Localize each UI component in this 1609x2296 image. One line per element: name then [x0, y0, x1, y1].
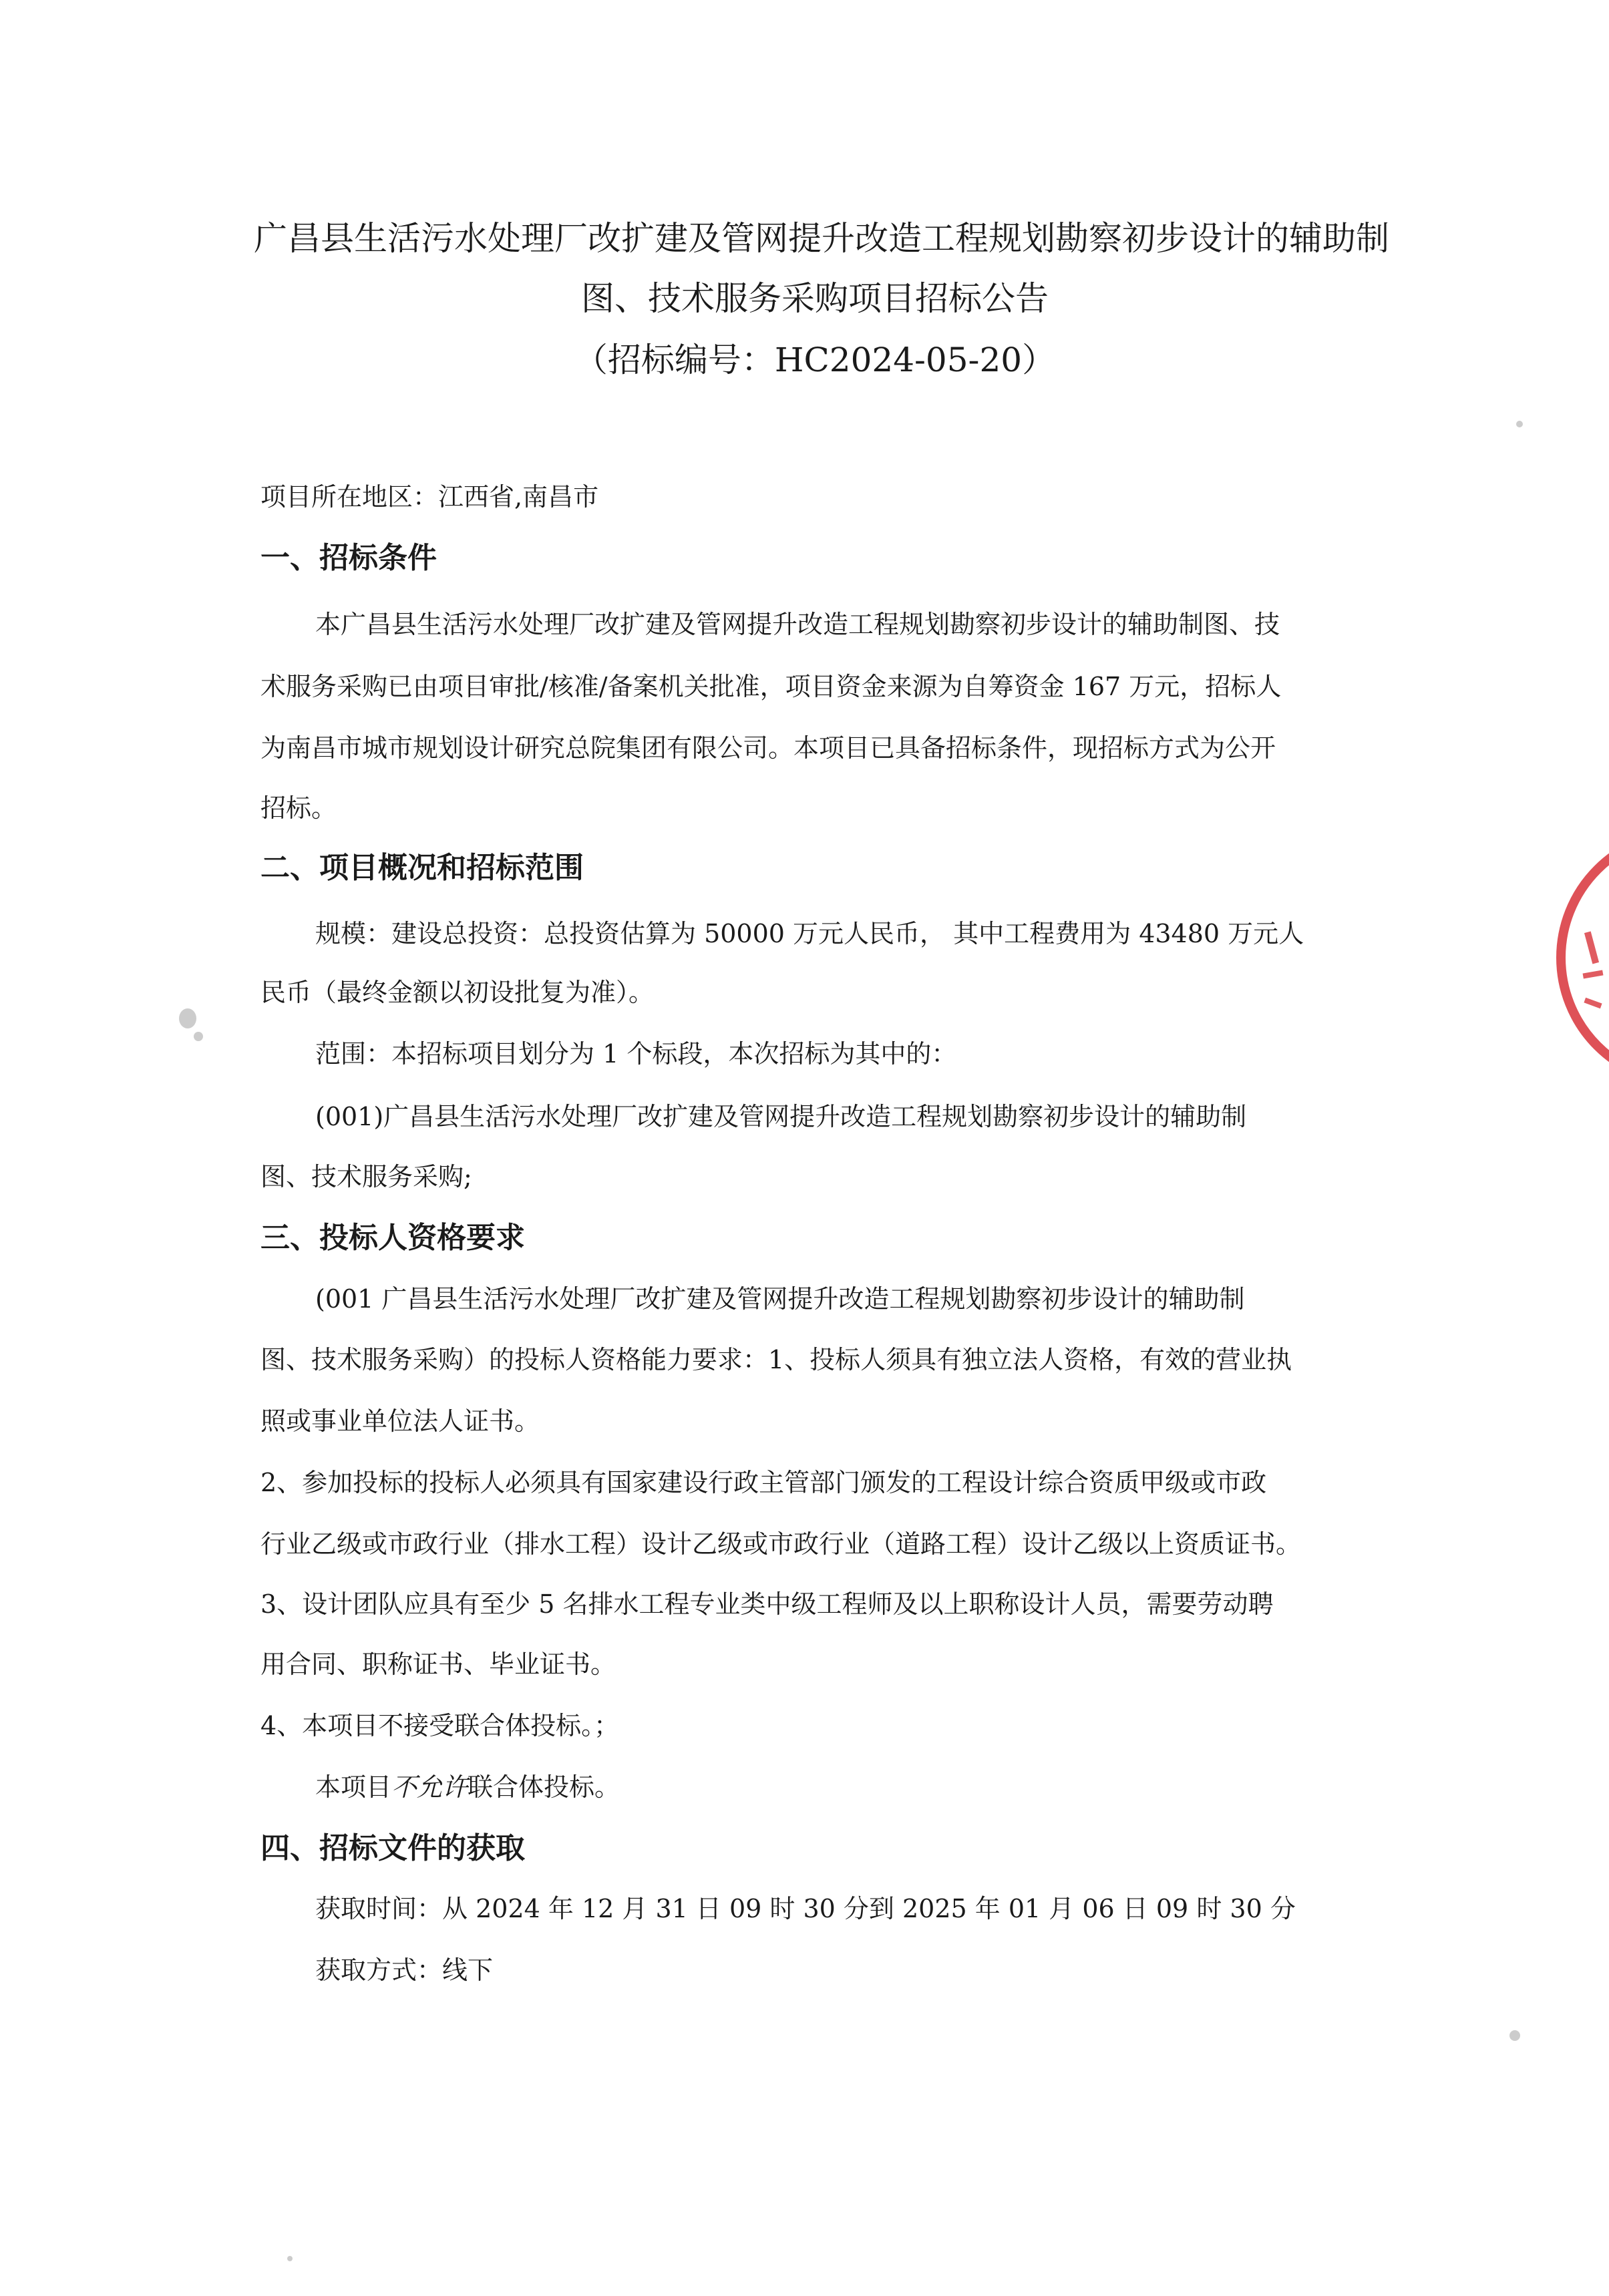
section-3-line-6: 3、设计团队应具有至少 5 名排水工程专业类中级工程师及以上职称设计人员，需要劳动聘 — [260, 1589, 1274, 1619]
section-3-line-5: 行业乙级或市政行业（排水工程）设计乙级或市政行业（道路工程）设计乙级以上资质证书。 — [260, 1529, 1302, 1559]
section-4-line-1: 获取时间：从 2024 年 12 月 31 日 09 时 30 分到 2025 年 01 月 06 日 09 时 30 分 — [315, 1894, 1296, 1923]
section-2-line-4: (001)广昌县生活污水处理厂改扩建及管网提升改造工程规划勘察初步设计的辅助制 — [315, 1102, 1247, 1131]
section-2-line-2: 民币（最终金额以初设批复为准）。 — [260, 978, 655, 1007]
section-2-line-5: 图、技术服务采购; — [260, 1162, 472, 1191]
joint-bid-note — [315, 1774, 620, 1802]
section-1-line-2: 术服务采购已由项目审批/核准/备案机关批准，项目资金来源为自筹资金 167 万元，招标人 — [260, 672, 1282, 701]
title-line-1: 广昌县生活污水处理厂改扩建及管网提升改造工程规划勘察初步设计的辅助制 — [254, 219, 1389, 258]
joint-bid-prefix: 本项目 — [315, 1772, 392, 1802]
section-1-line-1: 本广昌县生活污水处理厂改扩建及管网提升改造工程规划勘察初步设计的辅助制图、技 — [315, 610, 1280, 639]
section-4-line-2: 获取方式：线下 — [315, 1955, 494, 1985]
scan-speck — [194, 1032, 203, 1041]
scan-speck — [287, 2256, 293, 2261]
section-3-line-7: 用合同、职称证书、毕业证书。 — [260, 1650, 616, 1679]
section-3-line-2: 图、技术服务采购）的投标人资格能力要求：1、投标人须具有独立法人资格，有效的营业执 — [260, 1345, 1292, 1374]
section-1-line-3: 为南昌市城市规划设计研究总院集团有限公司。本项目已具备招标条件，现招标方式为公开 — [260, 733, 1276, 763]
section-3-line-3: 照或事业单位法人证书。 — [260, 1406, 540, 1436]
section-3-line-4: 2、参加投标的投标人必须具有国家建设行政主管部门颁发的工程设计综合资质甲级或市政 — [260, 1468, 1267, 1497]
tender-number: （招标编号：HC2024-05-20） — [574, 341, 1056, 379]
section-3-line-1: (001 广昌县生活污水处理厂改扩建及管网提升改造工程规划勘察初步设计的辅助制 — [315, 1284, 1245, 1314]
section-2-line-1: 规模：建设总投资：总投资估算为 50000 万元人民币， 其中工程费用为 43480 万元人 — [315, 919, 1304, 948]
scan-speck — [1509, 2030, 1520, 2041]
section-1-heading: 一、招标条件 — [260, 541, 437, 575]
section-2-heading: 二、项目概况和招标范围 — [260, 851, 584, 885]
joint-bid-italic: 不允许 — [391, 1772, 468, 1802]
section-1-line-4: 招标。 — [260, 793, 337, 823]
scan-speck — [1516, 421, 1523, 427]
scan-speck — [179, 1008, 196, 1028]
joint-bid-suffix: 联合体投标。 — [468, 1772, 620, 1802]
red-seal-stamp — [1556, 828, 1609, 1087]
section-2-line-3: 范围：本招标项目划分为 1 个标段，本次招标为其中的： — [315, 1039, 957, 1069]
section-3-line-8: 4、本项目不接受联合体投标。； — [260, 1711, 620, 1740]
section-3-heading: 三、投标人资格要求 — [260, 1221, 525, 1255]
project-location: 项目所在地区：江西省,南昌市 — [260, 482, 599, 512]
title-line-2: 图、技术服务采购项目招标公告 — [581, 279, 1049, 318]
section-4-heading: 四、招标文件的获取 — [260, 1831, 525, 1865]
